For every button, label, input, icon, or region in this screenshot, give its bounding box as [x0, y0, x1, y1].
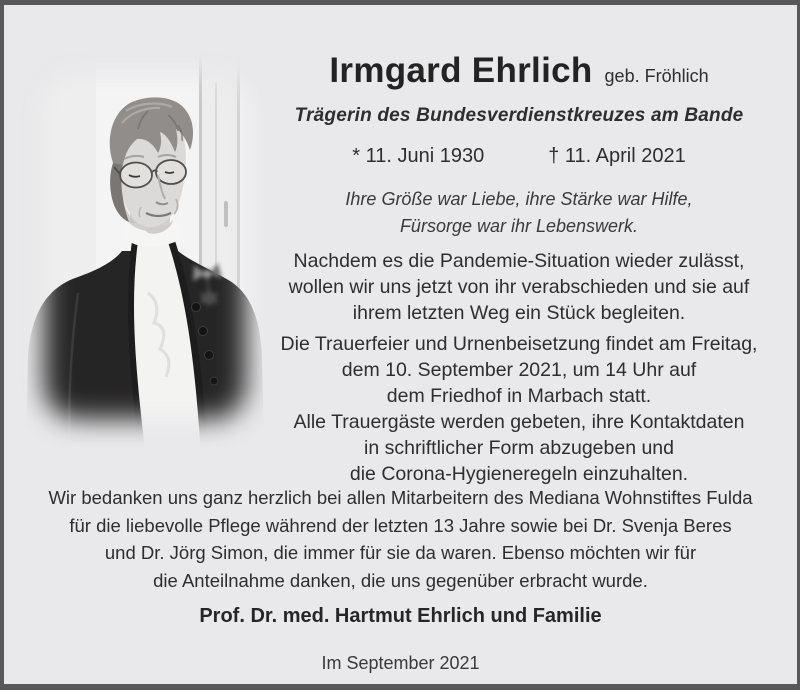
paragraph-line: die Corona-Hygieneregeln einzuhalten. [349, 463, 689, 485]
thanks-line: die Anteilnahme danken, die uns gegenüber erbracht wurde. [153, 569, 648, 591]
paragraph-line: ihrem letzten Weg ein Stück begleiten. [352, 302, 686, 324]
portrait-photo-svg [18, 53, 272, 449]
farewell-paragraph [254, 248, 784, 326]
birth-date: * 11. Juni 1930 [352, 145, 485, 167]
paragraph-line: Nachdem es die Pandemie-Situation wieder zulässt, [293, 250, 745, 272]
motto [254, 186, 784, 240]
family-signature: Prof. Dr. med. Hartmut Ehrlich und Familie [199, 605, 602, 627]
thanks-line: für die liebevolle Pflege während der letzten 13 Jahre sowie bei Dr. Svenja Beres [69, 514, 732, 536]
honor-title: Trägerin des Bundesverdienstkreuzes am Bande [294, 105, 744, 126]
deceased-name-row [254, 49, 784, 100]
motto-line: Fürsorge war ihr Lebenswerk. [399, 216, 639, 236]
announcement-column [254, 49, 784, 487]
obituary-card [4, 5, 797, 684]
life-dates [254, 144, 784, 168]
death-date: † 11. April 2021 [548, 145, 686, 167]
paragraph-line: in schriftlicher Form abzugeben und [364, 437, 674, 459]
deceased-name: Irmgard Ehrlich [329, 51, 593, 90]
closing-date: Im September 2021 [321, 653, 480, 673]
ceremony-paragraph [254, 331, 784, 409]
motto-line: Ihre Größe war Liebe, ihre Stärke war Hilfe, [345, 189, 693, 209]
paragraph-line: Die Trauerfeier und Urnenbeisetzung findet am Freitag, [280, 333, 758, 355]
guests-paragraph [254, 409, 784, 487]
paragraph-line: Alle Trauergäste werden gebeten, ihre Kontaktdaten [293, 411, 745, 433]
maiden-name: geb. Fröhlich [604, 66, 709, 86]
paragraph-line: wollen wir uns jetzt von ihr verabschieden und sie auf [288, 276, 750, 298]
paragraph-line: dem Friedhof in Marbach statt. [386, 385, 652, 407]
portrait-photo [18, 53, 272, 449]
thanks-paragraph [4, 484, 797, 594]
thanks-line: und Dr. Jörg Simon, die immer für sie da waren. Ebenso möchten wir für [104, 542, 697, 563]
thanks-line: Wir bedanken uns ganz herzlich bei allen Mitarbeitern des Mediana Wohnstiftes Fulda [48, 487, 753, 508]
paragraph-line: dem 10. September 2021, um 14 Uhr auf [341, 359, 697, 381]
